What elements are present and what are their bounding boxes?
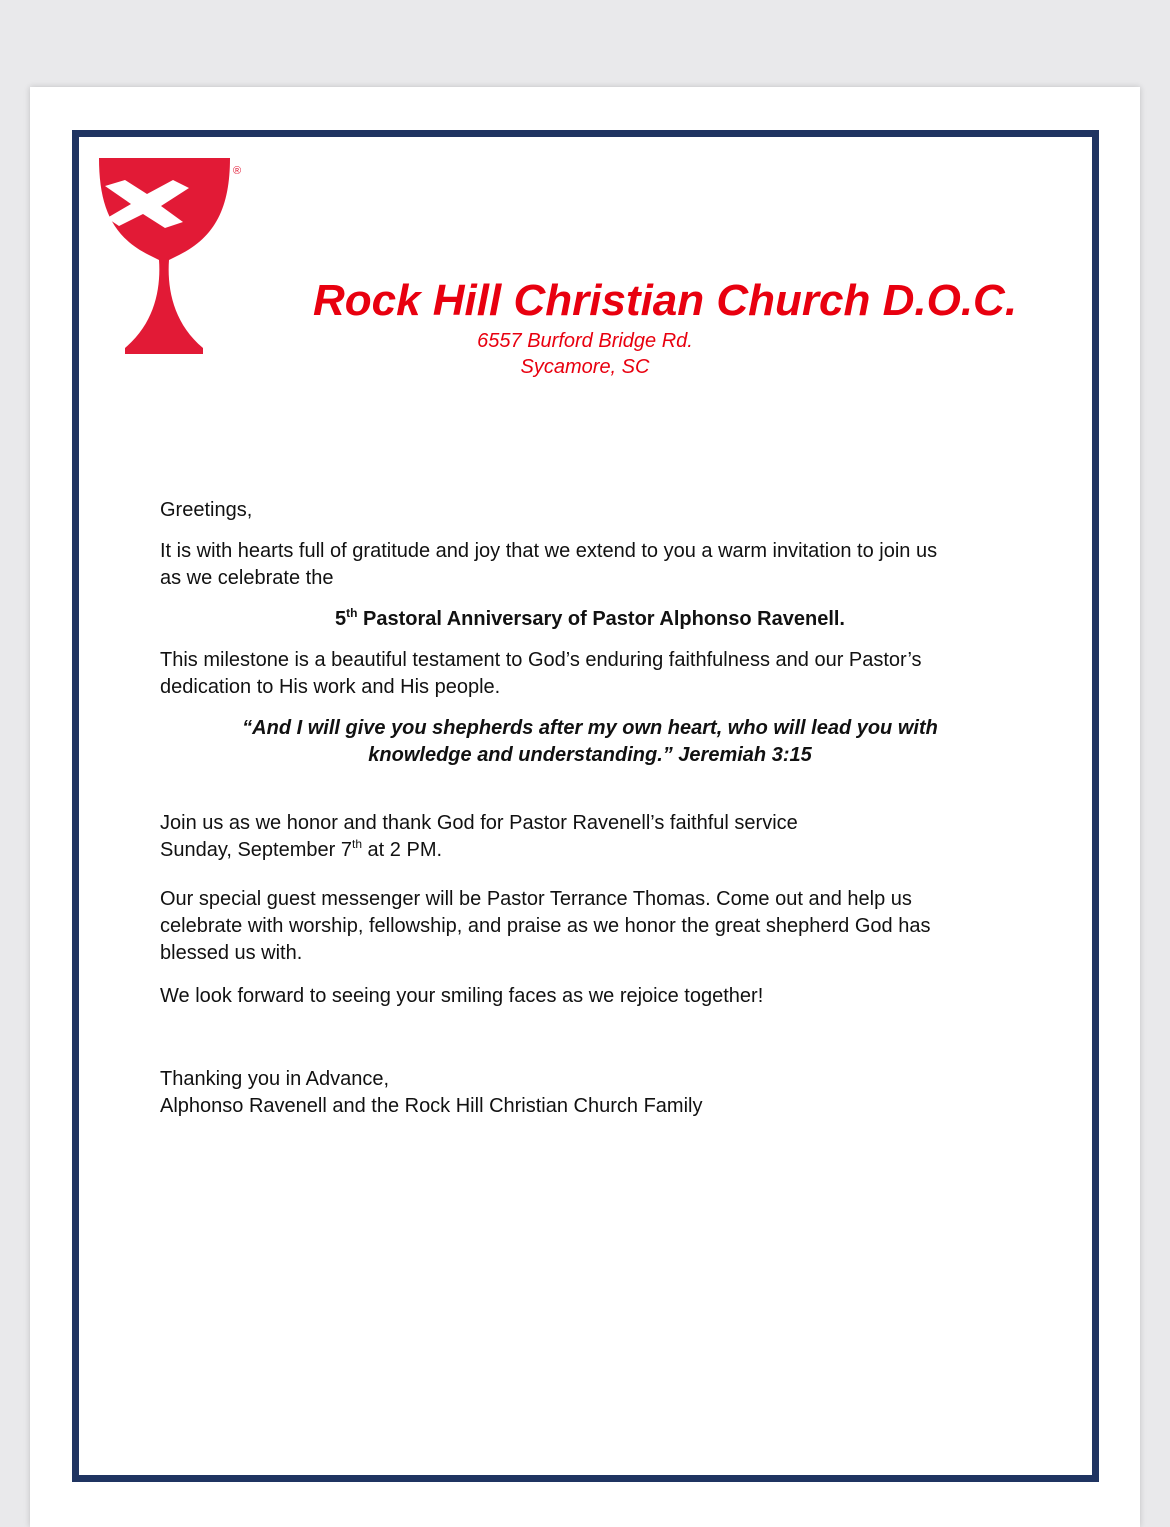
intro-line: as we celebrate the (160, 567, 334, 589)
look-forward-paragraph: We look forward to seeing your smiling faces as we rejoice together! (160, 985, 764, 1007)
milestone-line: This milestone is a beautiful testament to God’s enduring faithfulness and our Pastor’s (160, 649, 922, 671)
anniversary-title (160, 606, 1020, 633)
event-time-text: at 2 PM. (362, 839, 443, 861)
milestone-paragraph (160, 647, 1020, 701)
intro-paragraph (160, 538, 1020, 592)
anniversary-number: 5 (334, 608, 347, 630)
closing-salutation: Thanking you in Advance, (160, 1068, 390, 1090)
join-paragraph (160, 810, 1020, 864)
scripture-quote (160, 715, 1020, 769)
greeting: Greetings, (160, 499, 253, 521)
address-street: 6557 Burford Bridge Rd. (477, 330, 693, 352)
anniversary-ordinal: th (346, 606, 358, 620)
address-city: Sycamore, SC (520, 356, 650, 378)
chalice-logo-icon (97, 158, 247, 358)
scripture-line: “And I will give you shepherds after my own heart, who will lead you with (242, 717, 938, 739)
guest-line: celebrate with worship, fellowship, and praise as we honor the great shepherd God has (160, 915, 931, 937)
milestone-line: dedication to His work and His people. (160, 676, 501, 698)
anniversary-text: Pastoral Anniversary of Pastor Alphonso Ravenell. (357, 608, 845, 630)
registered-mark: ® (233, 165, 242, 177)
letter-body (160, 497, 1020, 1120)
event-date-text: Sunday, September 7 (160, 839, 352, 861)
guest-line: blessed us with. (160, 942, 303, 964)
event-date-ordinal: th (351, 837, 362, 851)
event-date (160, 837, 1020, 864)
church-address (300, 328, 870, 380)
guest-line: Our special guest messenger will be Pastor Terrance Thomas. Come out and help us (160, 888, 912, 910)
guest-paragraph (160, 886, 1020, 967)
church-name-heading: Rock Hill Christian Church D.O.C. (312, 276, 1018, 325)
join-line: Join us as we honor and thank God for Pastor Ravenell’s faithful service (160, 812, 798, 834)
intro-line: It is with hearts full of gratitude and joy that we extend to you a warm invitation to join us (160, 540, 938, 562)
signature: Alphonso Ravenell and the Rock Hill Christian Church Family (160, 1095, 703, 1117)
scripture-line: knowledge and understanding.” Jeremiah 3:15 (368, 744, 812, 766)
closing-block (160, 1066, 1020, 1120)
